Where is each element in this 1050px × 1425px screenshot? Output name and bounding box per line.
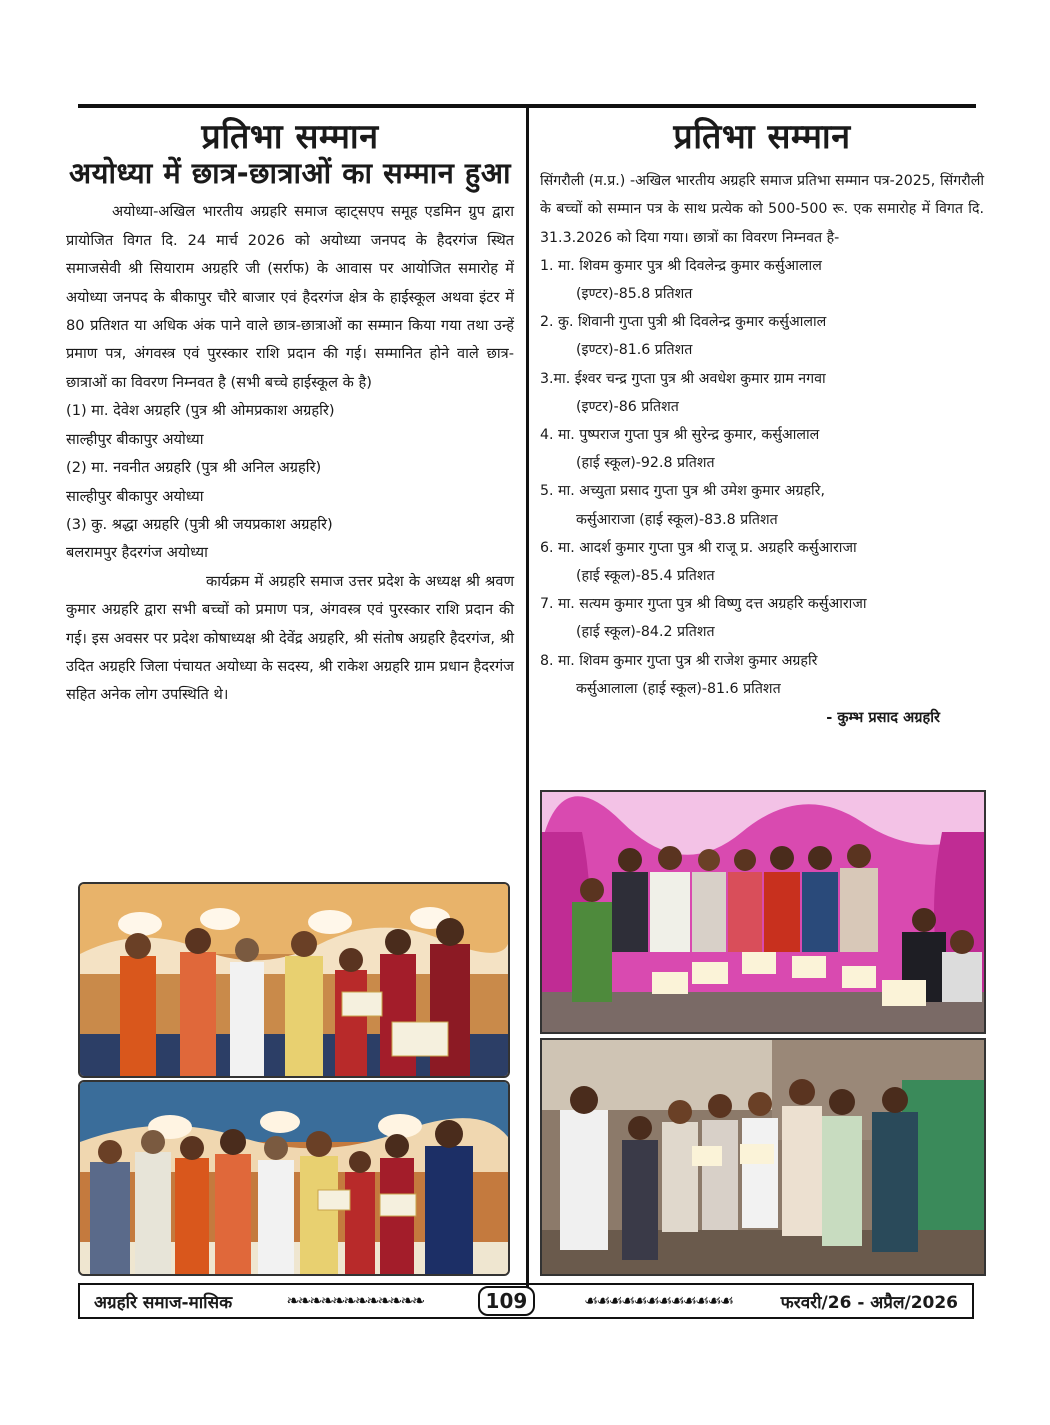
student-entry-location: साल्हीपुर बीकापुर अयोध्या [66,487,204,505]
page-footer [78,1283,974,1319]
event-photo-singrauli-1 [540,790,986,1034]
event-photo-ayodhya-2 [78,1080,510,1276]
list-item: 3.मा. ईश्वर चन्द्र गुप्ता पुत्र श्री अवधेश कुमार ग्राम नगवा (इण्टर)-86 प्रतिशत [540,370,826,415]
event-photo-ayodhya-1 [78,882,510,1078]
list-item: 1. मा. शिवम कुमार पुत्र श्री दिवलेन्द्र कुमार कर्सुआलाल (इण्टर)-85.8 प्रतिशत [540,257,822,302]
student-entry-line: (1) मा. देवेश अग्रहरि (पुत्र श्री ओमप्रकाश अग्रहरि) [66,402,335,420]
left-subtitle: अयोध्या में छात्र-छात्राओं का सम्मान हुआ [69,156,511,191]
left-student-list [66,397,514,567]
right-title: प्रतिभा सम्मान [673,117,851,157]
vine-ornament-left: ❧❧❧❧❧❧❧❧❧❧❧❧ [286,1291,424,1310]
right-article [540,118,984,731]
right-student-list [540,252,984,703]
left-closing-paragraph: कार्यक्रम में अग्रहरि समाज उत्तर प्रदेश के अध्यक्ष श्री श्रवण कुमार अग्रहरि द्वारा सभी बच्चों को प्रमाण पत्र, अंगवस्त्र एवं पुरस्कार राशि प्रदान की गई। इस अवसर पर प्रदेश कोषाध्यक्ष श्री देवेंद्र अग्रहरि, श्री संतोष अग्रहरि हैदरगंज, श्री उदित अग्रहरि जिला पंचायत अयोध्या के सदस्य, श्री राकेश अग्रहरि ग्राम प्रधान हैदरगंज सहित अनेक लोग उपस्थिति थे। [66,572,514,704]
page-number: 109 [478,1286,536,1316]
vine-ornament-right: ☙☙☙☙☙☙☙☙☙☙☙☙ [583,1291,733,1310]
list-item: 5. मा. अच्युता प्रसाद गुप्ता पुत्र श्री उमेश कुमार अग्रहरि, कर्सुआराजा (हाई स्कूल)-83.8 प्रतिशत [540,483,825,528]
list-item: 2. कु. शिवानी गुप्ता पुत्री श्री दिवलेन्द्र कुमार कर्सुआलाल (इण्टर)-81.6 प्रतिशत [540,314,827,359]
student-entry-line: (2) मा. नवनीत अग्रहरि (पुत्र श्री अनिल अग्रहरि) [66,459,322,477]
left-title: प्रतिभा सम्मान [201,117,379,157]
left-article [66,118,514,710]
student-entry-line: (3) कु. श्रद्धा अग्रहरि (पुत्री श्री जयप्रकाश अग्रहरि) [66,515,333,533]
list-item: 8. मा. शिवम कुमार गुप्ता पुत्र श्री राजेश कुमार अग्रहरि कर्सुआलाला (हाई स्कूल)-81.6 प्रतिशत [540,652,818,697]
list-item: 7. मा. सत्यम कुमार गुप्ता पुत्र श्री विष्णु दत्त अग्रहरि कर्सुआराजा (हाई स्कूल)-84.2 प्रतिशत [540,596,867,641]
event-photo-singrauli-2 [540,1038,986,1276]
student-entry-location: साल्हीपुर बीकापुर अयोध्या [66,430,204,448]
list-item: 4. मा. पुष्पराज गुप्ता पुत्र श्री सुरेन्द्र कुमार, कर्सुआलाल (हाई स्कूल)-92.8 प्रतिशत [540,426,820,472]
student-entry-location: बलरामपुर हैदरगंज अयोध्या [66,544,208,562]
column-divider [526,106,529,1288]
magazine-name: अग्रहरि समाज-मासिक [94,1292,233,1313]
right-intro-paragraph: सिंगरौली (म.प्र.) -अखिल भारतीय अग्रहरि समाज प्रतिभा सम्मान पत्र-2025, सिंगरौली के बच्चों को सम्मान पत्र के साथ प्रत्येक को 500-500 रू. एक समारोह में विगत दि. 31.3.2026 को दिया गया। छात्रों का विवरण निम्नवत है- [540,173,984,246]
author-signature: - कुम्भ प्रसाद अग्रहरि [826,708,940,726]
issue-date: फरवरी/26 - अप्रैल/2026 [780,1292,959,1313]
list-item: 6. मा. आदर्श कुमार गुप्ता पुत्र श्री राजू प्र. अग्रहरि कर्सुआराजा (हाई स्कूल)-85.4 प्रतिशत [540,539,857,584]
left-intro-paragraph: अयोध्या-अखिल भारतीय अग्रहरि समाज व्हाट्सएप समूह एडमिन ग्रुप द्वारा प्रायोजित विगत दि. 24 मार्च 2026 को अयोध्या जनपद के हैदरगंज स्थित समाजसेवी श्री सियाराम अग्रहरि जी (सर्राफ) के आवास पर आयोजित समारोह में अयोध्या जनपद के बीकापुर चौरे बाजार एवं हैदरगंज क्षेत्र के हाईस्कूल अथवा इंटर में 80 प्रतिशत या अधिक अंक पाने वाले छात्र-छात्राओं का सम्मान किया गया तथा उन्हें प्रमाण पत्र, अंगवस्त्र एवं पुरस्कार राशि प्रदान की गई। सम्मानित होने वाले छात्र-छात्राओं का विवरण निम्नवत है (सभी बच्चे हाईस्कूल के है) [66,203,514,391]
